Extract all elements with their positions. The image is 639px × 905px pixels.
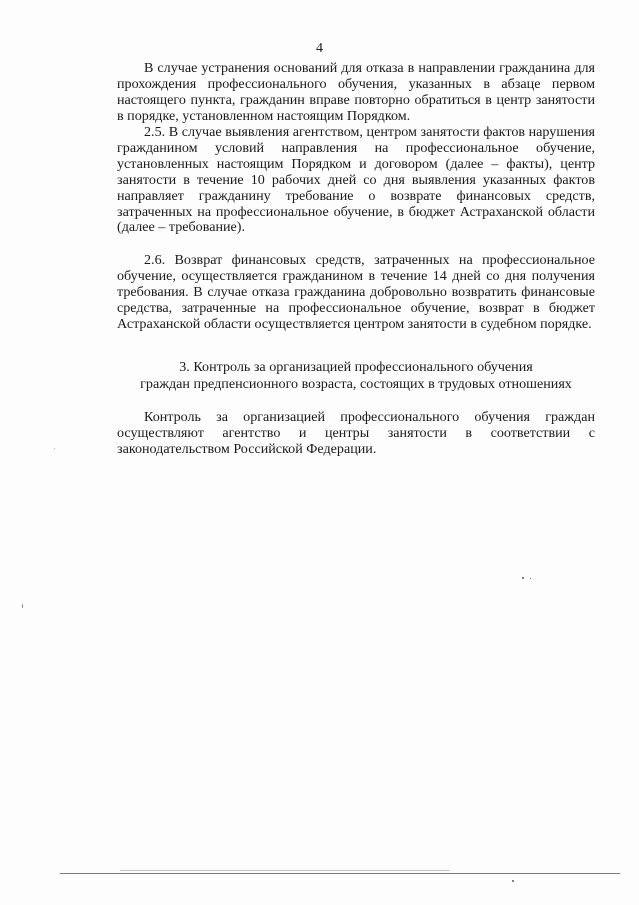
scan-speck xyxy=(530,578,531,579)
scan-speck xyxy=(512,880,514,882)
scan-artifact-line xyxy=(120,870,450,871)
paragraph-2-6-refund xyxy=(117,253,595,333)
section-3-heading-line-1: 3. Контроль за организацией профессионального обучения xyxy=(179,359,533,375)
paragraph-retry-application xyxy=(117,61,595,125)
paragraph-text: В случае устранения оснований для отказа в направлении гражданина для прохождения профессионального обучения, указанных в абзаце первом настоящего пункта, гражданин вправе повторно обратиться в центр занятости в порядке, установленном настоящим Порядком. xyxy=(117,60,595,124)
scan-artifact-line xyxy=(60,873,620,874)
paragraph-text: 2.5. В случае выявления агентством, центром занятости фактов нарушения гражданином условий направления на профессиональное обучение, установленных настоящим Порядком и договором (далее – факты), центр занятости в течение 10 рабочих дней со дня выявления указанных фактов направляет гражданину требование о возврате финансовых средств, затраченных на профессиональное обучение, в бюджет Астраханской области (далее – требование). xyxy=(117,124,595,236)
scan-speck xyxy=(22,604,23,608)
paragraph-text: Контроль за организацией профессионального обучения граждан осуществляют агентство и центры занятости в соответствии с законодательством Российской Федерации. xyxy=(117,409,595,457)
paragraph-control xyxy=(117,410,595,458)
paragraph-text: 2.6. Возврат финансовых средств, затраченных на профессиональное обучение, осуществляется гражданином в течение 14 дней со дня получения требования. В случае отказа гражданина добровольно возвратить финансовые средства, затраченные на профессиональное обучение, возврат в бюджет Астраханской области осуществляется центром занятости в судебном порядке. xyxy=(117,252,595,332)
page-number: 4 xyxy=(316,41,323,56)
scan-speck xyxy=(522,577,524,579)
section-3-heading xyxy=(117,359,595,393)
paragraph-2-5-violations xyxy=(117,125,595,236)
section-3-heading-line-2: граждан предпенсионного возраста, состоящих в трудовых отношениях xyxy=(140,376,572,392)
scan-speck xyxy=(54,448,55,449)
